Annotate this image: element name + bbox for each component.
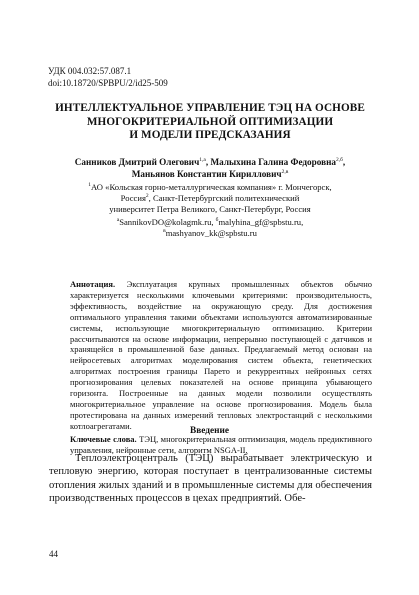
author-marker: 1,а [199,156,206,163]
affiliations [40,182,380,239]
author-name: Малыхина Галина Федоровна [210,157,336,167]
doi: doi:10.18720/SPBPU/2/id25-509 [48,77,168,88]
title-line: И МОДЕЛИ ПРЕДСКАЗАНИЯ [129,129,291,141]
affiliation-2 [40,193,380,204]
body-paragraph: Теплоэлектроцентраль (ТЭЦ) вырабатывает электрическую и тепловую энергию, которая поступает в централизованные системы отопления жилых зданий и в промышленные системы для обеспечения производственных процессов в цехах предприятий. Обе- [49,453,372,504]
affiliation-marker: 2 [145,192,149,199]
affiliation-1 [40,182,380,193]
article-identifiers [48,66,168,89]
affiliation-text: АО «Кольская горно-металлургическая компания» г. Мончегорск, [91,182,332,192]
email-line [40,217,380,228]
keywords-label: Ключевые слова. [70,433,137,444]
author-marker: 2,б [335,156,343,163]
email-marker: а [116,217,120,224]
affiliation-marker: 1 [88,182,92,189]
author-marker: 2,в [281,168,289,175]
email-marker: б [215,217,219,224]
author-name: Маньянов Константин Кириллович [131,169,282,179]
separator: , [205,157,211,167]
affiliation-2-cont: университет Петра Великого, Санкт-Петербург, Россия [109,203,311,214]
section-heading: Введение [190,426,229,436]
title-line: ИНТЕЛЛЕКТУАЛЬНОЕ УПРАВЛЕНИЕ ТЭЦ НА ОСНОВЕ [55,102,365,114]
page-number: 44 [49,549,58,559]
author-list [40,156,380,180]
keywords-text: ТЭЦ, многокритериальная оптимизация, модель предиктивного управления, нейронные сети, алгоритм NSGA-II. [70,433,373,455]
article-title [40,102,380,143]
email-link[interactable]: malyhina_gf@spbstu.ru, [218,217,304,228]
title-line: МНОГОКРИТЕРИАЛЬНОЙ ОПТИМИЗАЦИИ [86,115,334,128]
separator: , [342,157,346,167]
abstract-text: Эксплуатация крупных промышленных объектов обычно характеризуется несколькими ключевыми критериями: производительность, эффективность, воздействие на окружающую среду. Для достижения оптимального управления такими объектами используются автоматизированные системы, использующие многокритериальную оптимизацию. Критерии рассчитываются на основе информации, непрерывно поступающей с датчиков и хранящейся в промышленной базе данных. Предлагаемый метод основан на нейросетевых алгоритмах моделирования систем объекта, генетических алгоритмах построения границы Парето и рекуррентных нейронных сетях прогнозирования целевых показателей на основе принципа убывающего горизонта. Построенные на данных модели позволили осуществлять многокритериальное управление на основе прогнозирования. Модель была протестирована на данных измерений тепловых электростанций с несколькими котлоагрегатами. [70,279,372,431]
email-marker: в [163,228,166,235]
email-link[interactable]: mashyanov_kk@spbstu.ru [165,228,257,239]
email-line [40,228,380,239]
affiliation-text: , Санкт-Петербургский политехнический [148,192,300,203]
body-text [49,452,372,505]
abstract-label: Аннотация. [70,279,116,289]
author-name: Санников Дмитрий Олегович [74,157,200,167]
email-link[interactable]: SannikovDO@kolagmk.ru, [119,217,216,228]
affiliation-text: Россия [120,192,146,203]
udk-code: УДК 004.032:57.087.1 [48,66,132,76]
abstract-paragraph [70,279,372,432]
